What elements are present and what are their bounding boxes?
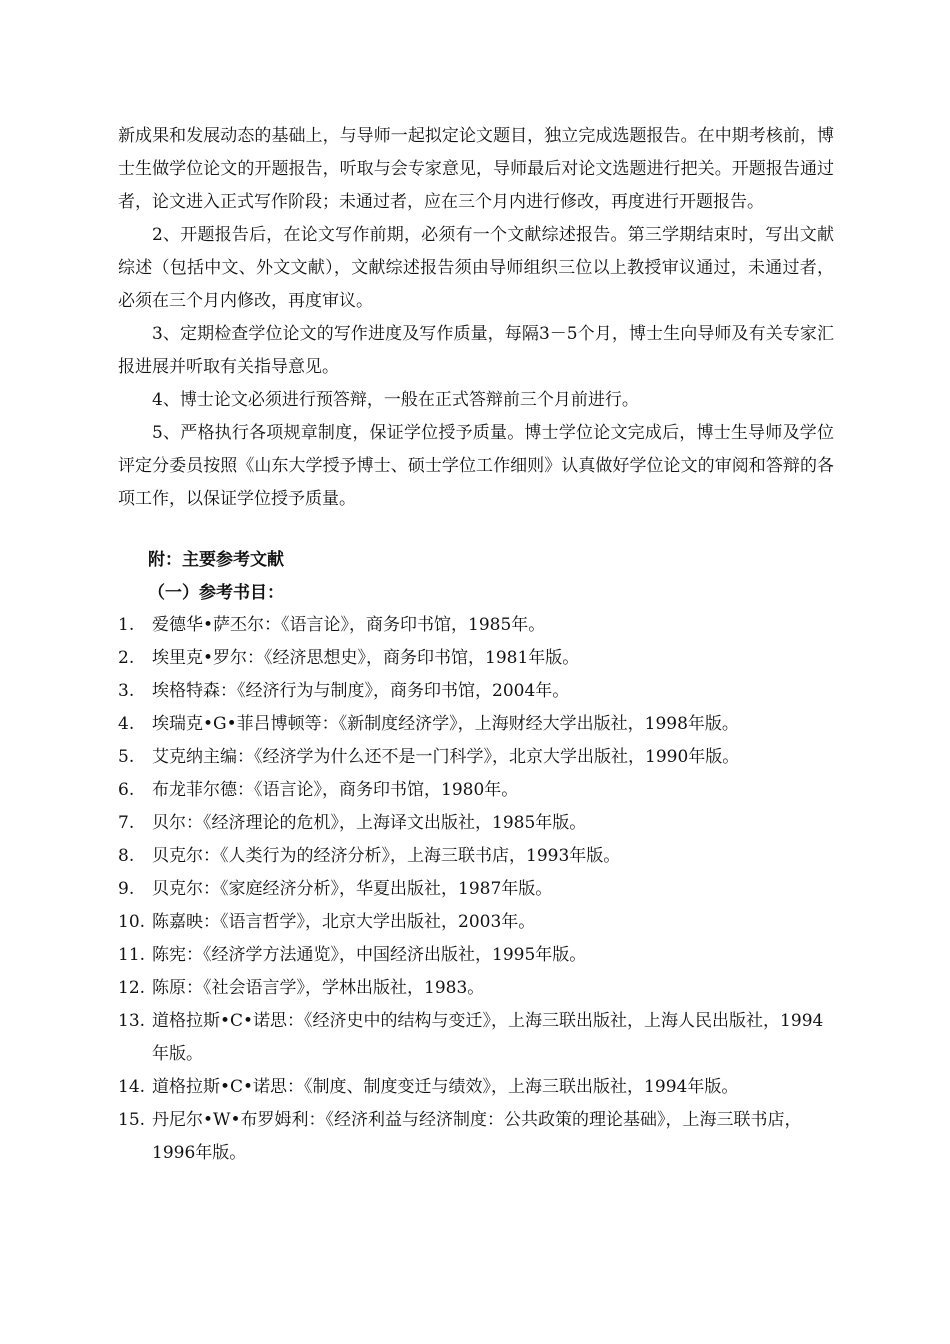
reference-item	[118, 1071, 834, 1104]
reference-number: 14.	[118, 1077, 146, 1097]
reference-number: 3.	[118, 681, 135, 701]
reference-number: 1.	[118, 615, 135, 635]
reference-item	[118, 939, 834, 972]
paragraph-item-2: 2、开题报告后，在论文写作前期，必须有一个文献综述报告。第三学期结束时，写出文献综述（包括中文、外文文献），文献综述报告须由导师组织三位以上教授审议通过，未通过者，必须在三个月内修改，再度审议。	[118, 225, 834, 311]
reference-number: 12.	[118, 978, 146, 998]
reference-text: 陈嘉映：《语言哲学》，北京大学出版社，2003年。	[152, 912, 536, 932]
reference-item	[118, 1104, 834, 1170]
reference-number: 10.	[118, 912, 146, 932]
reference-number: 11.	[118, 945, 146, 965]
paragraph-continued: 新成果和发展动态的基础上，与导师一起拟定论文题目，独立完成选题报告。在中期考核前，博士生做学位论文的开题报告，听取与会专家意见，导师最后对论文选题进行把关。开题报告通过者，论文进入正式写作阶段；未通过者，应在三个月内进行修改，再度进行开题报告。	[118, 126, 834, 212]
reference-text: 道格拉斯•C•诺思：《经济史中的结构与变迁》，上海三联出版社，上海人民出版社，1994年版。	[152, 1011, 824, 1064]
reference-list	[118, 609, 834, 1170]
reference-text: 贝克尔：《家庭经济分析》，华夏出版社，1987年版。	[152, 879, 553, 899]
reference-item	[118, 642, 834, 675]
paragraph-item-5: 5、严格执行各项规章制度，保证学位授予质量。博士学位论文完成后，博士生导师及学位评定分委员按照《山东大学授予博士、硕士学位工作细则》认真做好学位论文的审阅和答辩的各项工作，以保证学位授予质量。	[118, 423, 834, 509]
reference-item	[118, 708, 834, 741]
document-body	[118, 120, 834, 1170]
reference-text: 埃格特森：《经济行为与制度》，商务印书馆，2004年。	[152, 681, 570, 701]
reference-text: 丹尼尔•W•布罗姆利：《经济利益与经济制度：公共政策的理论基础》，上海三联书店，1996年版。	[152, 1110, 802, 1163]
reference-item	[118, 972, 834, 1005]
reference-item	[118, 840, 834, 873]
references-subtitle: （一）参考书目：	[148, 583, 284, 603]
reference-item	[118, 675, 834, 708]
reference-text: 贝尔：《经济理论的危机》，上海译文出版社，1985年版。	[152, 813, 587, 833]
reference-item	[118, 609, 834, 642]
reference-number: 13.	[118, 1011, 146, 1031]
reference-text: 爱德华•萨丕尔：《语言论》，商务印书馆，1985年。	[152, 615, 546, 635]
reference-text: 陈宪：《经济学方法通览》，中国经济出版社，1995年版。	[152, 945, 587, 965]
reference-text: 贝克尔：《人类行为的经济分析》，上海三联书店，1993年版。	[152, 846, 621, 866]
reference-item	[118, 1005, 834, 1071]
reference-item	[118, 774, 834, 807]
reference-number: 9.	[118, 879, 135, 899]
reference-text: 艾克纳主编：《经济学为什么还不是一门科学》，北京大学出版社，1990年版。	[152, 747, 740, 767]
reference-number: 2.	[118, 648, 135, 668]
reference-text: 埃里克•罗尔：《经济思想史》，商务印书馆，1981年版。	[152, 648, 580, 668]
reference-number: 8.	[118, 846, 135, 866]
paragraph-item-4: 4、博士论文必须进行预答辩，一般在正式答辩前三个月前进行。	[152, 390, 639, 410]
reference-number: 6.	[118, 780, 135, 800]
reference-number: 15.	[118, 1110, 146, 1130]
reference-text: 道格拉斯•C•诺思：《制度、制度变迁与绩效》，上海三联出版社，1994年版。	[152, 1077, 739, 1097]
reference-number: 4.	[118, 714, 135, 734]
reference-item	[118, 807, 834, 840]
appendix-title: 附：主要参考文献	[148, 550, 284, 570]
section-gap	[118, 516, 834, 544]
reference-text: 陈原：《社会语言学》，学林出版社，1983。	[152, 978, 485, 998]
reference-item	[118, 873, 834, 906]
reference-number: 7.	[118, 813, 135, 833]
paragraph-item-3: 3、定期检查学位论文的写作进度及写作质量，每隔3－5个月，博士生向导师及有关专家汇报进展并听取有关指导意见。	[118, 324, 834, 377]
reference-item	[118, 741, 834, 774]
reference-item	[118, 906, 834, 939]
reference-text: 埃瑞克•G•菲吕博顿等：《新制度经济学》，上海财经大学出版社，1998年版。	[152, 714, 739, 734]
reference-text: 布龙菲尔德：《语言论》，商务印书馆，1980年。	[152, 780, 519, 800]
reference-number: 5.	[118, 747, 135, 767]
